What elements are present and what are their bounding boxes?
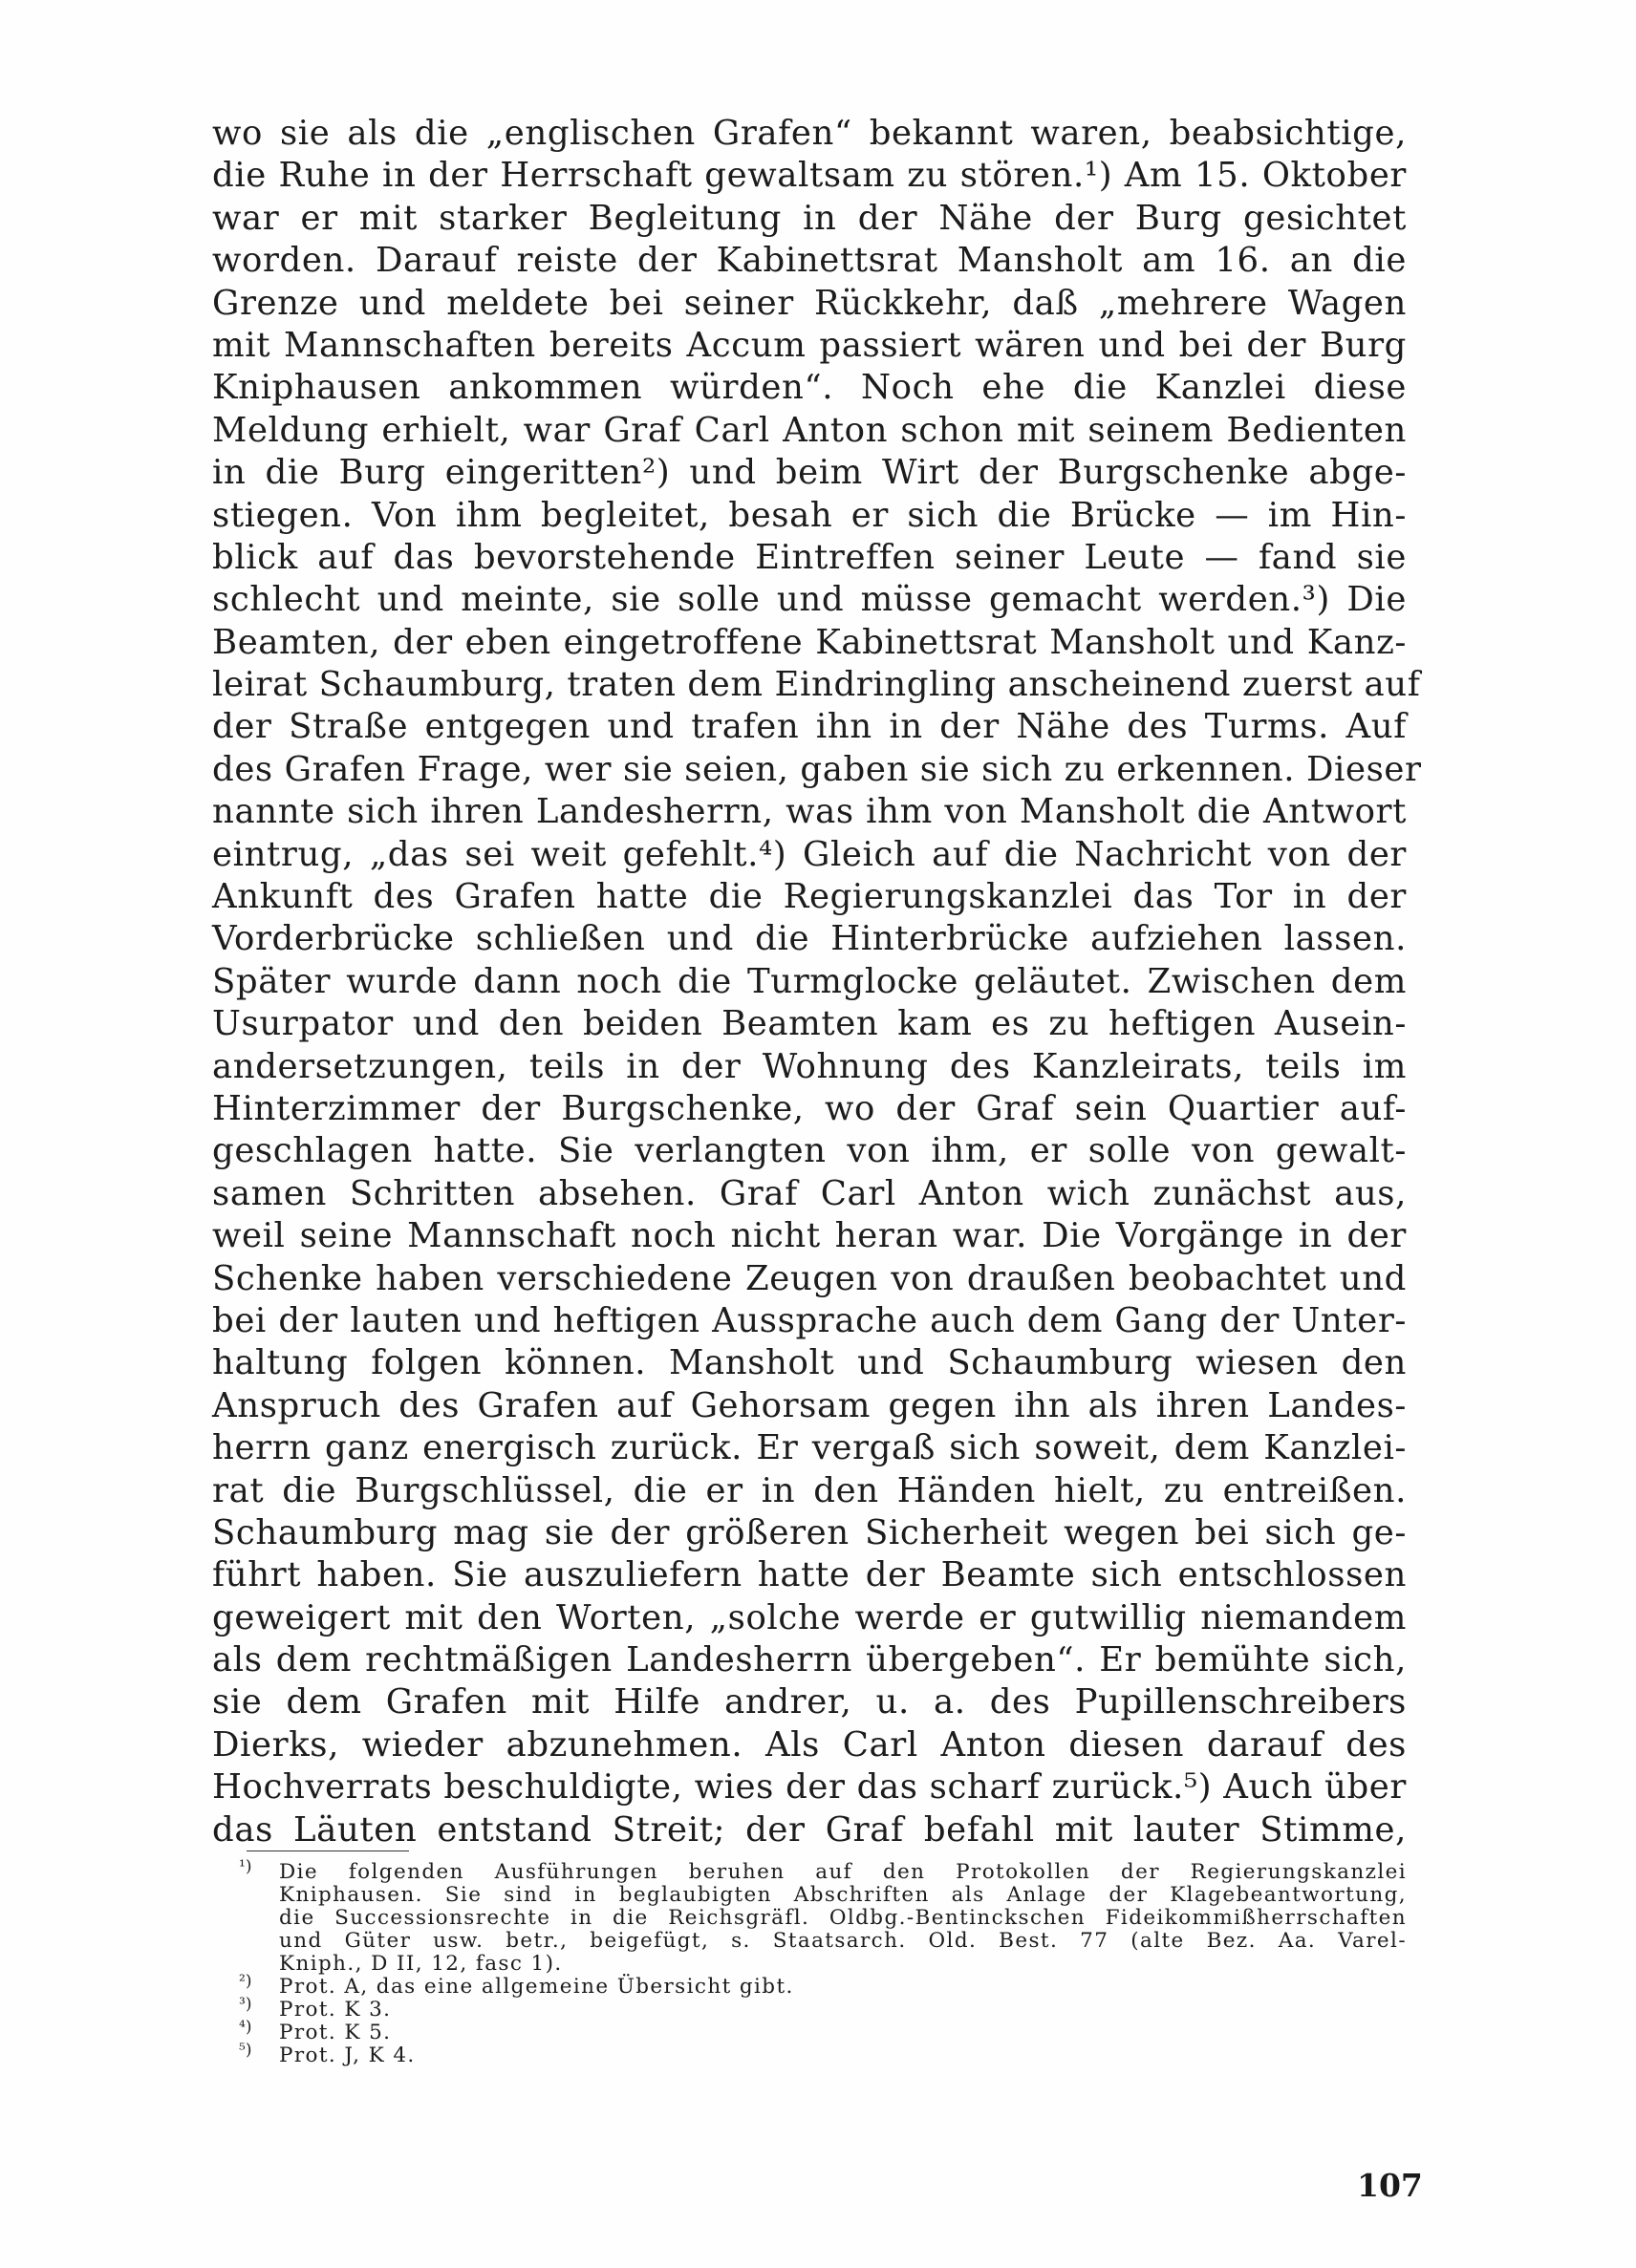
footnote-line: Prot. K 3.	[279, 1998, 392, 2022]
text-line: Meldung erhielt, war Graf Carl Anton schon mit seinem Bedienten	[212, 410, 1407, 450]
text-line: Anspruch des Grafen auf Gehorsam gegen ihn als ihren Landes-	[212, 1385, 1407, 1425]
text-line: eintrug, „das sei weit gefehlt.⁴) Gleich auf die Nachricht von der	[212, 834, 1407, 874]
text-line: Ankunft des Grafen hatte die Regierungskanzlei das Tor in der	[212, 877, 1407, 917]
footnote-2	[239, 1972, 1407, 1999]
text-line: blick auf das bevorstehende Eintreffen seiner Leute — fand sie	[212, 537, 1407, 577]
text-line: rat die Burgschlüssel, die er in den Händen hielt, zu entreißen.	[212, 1470, 1407, 1510]
footnote-4	[239, 2018, 1407, 2044]
footnote-marker: ⁴)	[239, 2018, 252, 2037]
footnotes	[239, 1857, 1407, 2067]
text-line: Schenke haben verschiedene Zeugen von draußen beobachtet und	[212, 1258, 1407, 1298]
footnote-line: Prot. J, K 4.	[279, 2043, 416, 2067]
text-line: worden. Darauf reiste der Kabinettsrat Mansholt am 16. an die	[212, 241, 1407, 281]
footnote-line: Die folgenden Ausführungen beruhen auf den Protokollen der Regierungskanzlei	[279, 1860, 1407, 1884]
text-line: die Ruhe in der Herrschaft gewaltsam zu stören.¹) Am 15. Oktober	[212, 156, 1407, 196]
text-line: Usurpator und den beiden Beamten kam es zu heftigen Ausein-	[212, 1004, 1407, 1044]
text-line: samen Schritten absehen. Graf Carl Anton wich zunächst aus,	[212, 1173, 1407, 1213]
footnote-marker: ²)	[239, 1972, 252, 1991]
text-line: Hochverrats beschuldigte, wies der das scharf zurück.⁵) Auch über	[212, 1767, 1407, 1808]
text-line: haltung folgen können. Mansholt und Schaumburg wiesen den	[212, 1343, 1407, 1383]
footnote-marker: ⁵)	[239, 2041, 252, 2060]
text-line: als dem rechtmäßigen Landesherrn übergeben“. Er bemühte sich,	[212, 1640, 1407, 1680]
footnote-1	[239, 1857, 1407, 1976]
footnote-5	[239, 2041, 1407, 2067]
text-line: war er mit starker Begleitung in der Nähe der Burg gesichtet	[212, 198, 1407, 238]
text-line: das Läuten entstand Streit; der Graf befahl mit lauter Stimme,	[212, 1809, 1407, 1850]
footnote-3	[239, 1995, 1407, 2022]
page-number: 107	[1357, 2167, 1423, 2204]
footnote-line: Prot. K 5.	[279, 2021, 392, 2044]
text-line: mit Mannschaften bereits Accum passiert wären und bei der Burg	[212, 325, 1407, 365]
text-line: in die Burg eingeritten²) und beim Wirt der Burgschenke abge-	[212, 453, 1407, 493]
text-line: geweigert mit den Worten, „solche werde er gutwillig niemandem	[212, 1597, 1407, 1637]
text-line: leirat Schaumburg, traten dem Eindringling anscheinend zuerst auf	[212, 665, 1421, 705]
footnote-line: Kniph., D II, 12, fasc 1).	[279, 1952, 563, 1976]
text-line: sie dem Grafen mit Hilfe andrer, u. a. des Pupillenschreibers	[212, 1682, 1407, 1722]
text-line: geschlagen hatte. Sie verlangten von ihm, er solle von gewalt-	[212, 1131, 1407, 1171]
text-line: Hinterzimmer der Burgschenke, wo der Graf sein Quartier auf-	[212, 1088, 1407, 1128]
text-line: stiegen. Von ihm begleitet, besah er sich die Brücke — im Hin-	[212, 495, 1407, 535]
text-line: Grenze und meldete bei seiner Rückkehr, daß „mehrere Wagen	[212, 283, 1407, 323]
text-line: bei der lauten und heftigen Aussprache auch dem Gang der Unter-	[212, 1300, 1407, 1340]
text-line: nannte sich ihren Landesherrn, was ihm von Mansholt die Antwort	[212, 792, 1407, 832]
text-line: wo sie als die „englischen Grafen“ bekannt waren, beabsichtige,	[212, 114, 1407, 153]
text-line: Kniphausen ankommen würden“. Noch ehe die Kanzlei diese	[212, 368, 1407, 408]
text-line: des Grafen Frage, wer sie seien, gaben sie sich zu erkennen. Dieser	[212, 749, 1422, 789]
text-line: andersetzungen, teils in der Wohnung des Kanzleirats, teils im	[212, 1046, 1407, 1086]
body-text	[212, 113, 1422, 1851]
text-line: Später wurde dann noch die Turmglocke geläutet. Zwischen dem	[212, 961, 1407, 1001]
footnote-marker: ³)	[239, 1995, 252, 2014]
footnote-marker: ¹)	[239, 1857, 252, 1876]
text-line: Beamten, der eben eingetroffene Kabinettsrat Mansholt und Kanz-	[212, 622, 1407, 662]
footnote-line: Kniphausen. Sie sind in beglaubigten Abschriften als Anlage der Klagebeantwortung,	[279, 1883, 1407, 1907]
footnote-line: die Successionsrechte in die Reichsgräfl. Oldbg.-Bentinckschen Fideikommißherrschaften	[279, 1906, 1407, 1930]
text-line: herrn ganz energisch zurück. Er vergaß sich soweit, dem Kanzlei-	[212, 1428, 1407, 1468]
text-line: Dierks, wieder abzunehmen. Als Carl Anton diesen darauf des	[212, 1724, 1407, 1765]
text-line: weil seine Mannschaft noch nicht heran war. Die Vorgänge in der	[212, 1216, 1407, 1256]
text-line: schlecht und meinte, sie solle und müsse gemacht werden.³) Die	[212, 580, 1407, 620]
text-line: Schaumburg mag sie der größeren Sicherheit wegen bei sich ge-	[212, 1512, 1407, 1552]
text-line: der Straße entgegen und trafen ihn in der Nähe des Turms. Auf	[212, 707, 1407, 747]
footnote-line: und Güter usw. betr., beigefügt, s. Staatsarch. Old. Best. 77 (alte Bez. Aa. Varel-	[279, 1929, 1407, 1953]
text-line: führt haben. Sie auszuliefern hatte der Beamte sich entschlossen	[212, 1555, 1407, 1595]
text-line: Vorderbrücke schließen und die Hinterbrücke aufziehen lassen.	[212, 919, 1407, 959]
footnote-line: Prot. A, das eine allgemeine Übersicht gibt.	[279, 1975, 794, 1999]
